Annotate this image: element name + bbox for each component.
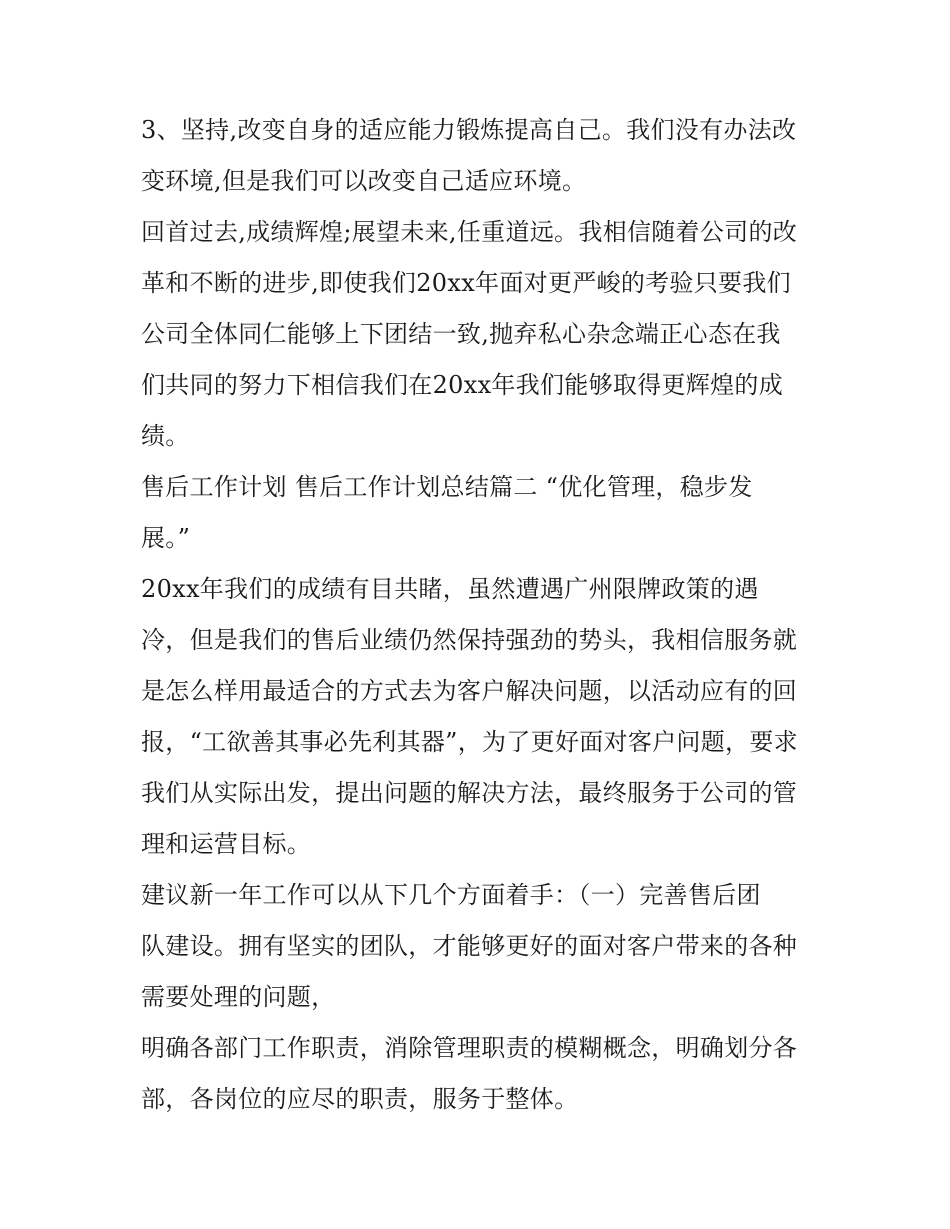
text-line: 建议新一年工作可以从下几个方面着手：（一）完善售后团 bbox=[141, 881, 761, 909]
text-line: 公司全体同仁能够上下团结一致,抛弃私心杂念端正心态在我 bbox=[141, 320, 781, 348]
text-line: 变环境,但是我们可以改变自己适应环境。 bbox=[141, 167, 587, 195]
text-line: 售后工作计划 售后工作计划总结篇二 “优化管理，稳步发 bbox=[141, 473, 753, 501]
section-heading bbox=[141, 462, 821, 564]
paragraph-suggestions bbox=[141, 870, 821, 1023]
text-line: 明确各部门工作职责，消除管理职责的模糊概念，明确划分各 bbox=[141, 1034, 798, 1062]
text-line: 队建设。拥有坚实的团队，才能够更好的面对客户带来的各种 bbox=[141, 932, 798, 960]
paragraph-review-outlook bbox=[141, 207, 821, 462]
text-line: 报，“工欲善其事必先利其器”，为了更好面对客户问题，要求 bbox=[141, 728, 798, 756]
text-line: 绩。 bbox=[141, 422, 190, 450]
paragraph-responsibilities bbox=[141, 1023, 821, 1125]
paragraph-adaptability bbox=[141, 105, 821, 207]
text-line: 回首过去,成绩辉煌;展望未来,任重道远。我相信随着公司的改 bbox=[141, 218, 798, 246]
text-line: 们共同的努力下相信我们在20xx年我们能够取得更辉煌的成 bbox=[141, 371, 784, 399]
text-line: 需要处理的问题， bbox=[141, 983, 336, 1011]
text-line: 3、坚持,改变自身的适应能力锻炼提高自己。我们没有办法改 bbox=[141, 116, 797, 144]
paragraph-achievements bbox=[141, 564, 821, 870]
text-line: 是怎么样用最适合的方式去为客户解决问题，以活动应有的回 bbox=[141, 677, 798, 705]
text-line: 展。” bbox=[141, 524, 191, 552]
text-line: 20xx年我们的成绩有目共睹，虽然遭遇广州限牌政策的遇 bbox=[141, 575, 759, 603]
text-line: 冷，但是我们的售后业绩仍然保持强劲的势头，我相信服务就 bbox=[141, 626, 798, 654]
text-line: 革和不断的进步,即使我们20xx年面对更严峻的考验只要我们 bbox=[141, 269, 791, 297]
text-line: 部，各岗位的应尽的职责，服务于整体。 bbox=[141, 1085, 579, 1113]
text-line: 我们从实际出发，提出问题的解决方法，最终服务于公司的管 bbox=[141, 779, 798, 807]
document-body bbox=[141, 105, 821, 1125]
text-line: 理和运营目标。 bbox=[141, 830, 312, 858]
